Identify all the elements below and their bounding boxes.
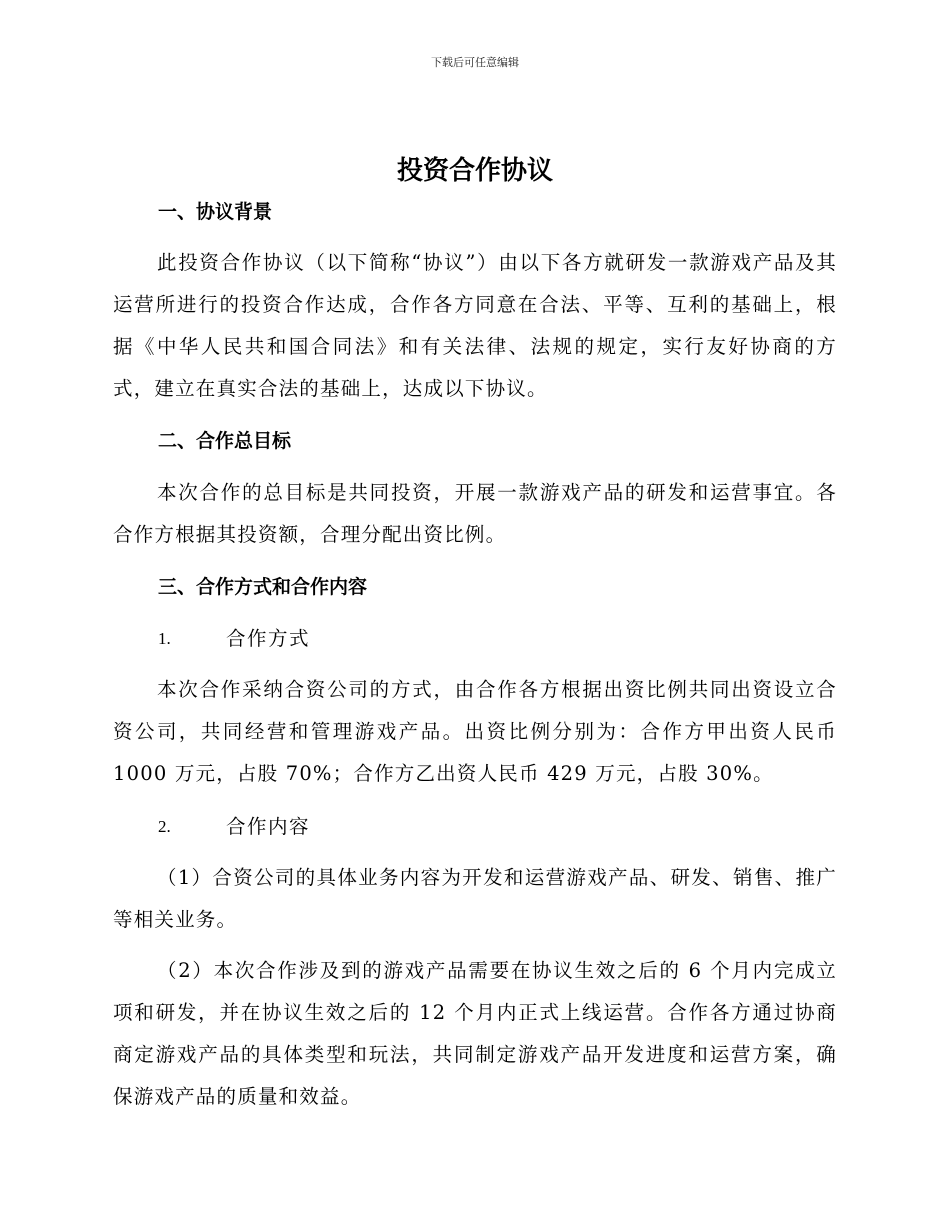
item-label-cooperation-content: 合作内容 [226,815,311,838]
document-title: 投资合作协议 [396,156,553,186]
paragraph-cooperation-method: 本次合作采纳合资公司的方式，由合作各方根据出资比例共同出资设立合资公司，共同经营和管理游戏产品。出资比例分别为：合作方甲出资人民币 1000 万元，占股 70%；合作方乙出资人民币 429 万元，占股 30%。 [113,678,837,785]
paragraph-goal: 本次合作的总目标是共同投资，开展一款游戏产品的研发和运营事宜。各合作方根据其投资额，合理分配出资比例。 [113,481,837,546]
section-heading-cooperation: 三、合作方式和合作内容 [158,576,368,598]
paragraph-background: 此投资合作协议（以下简称“协议”）由以下各方就研发一款游戏产品及其运营所进行的投资合作达成，合作各方同意在合法、平等、互利的基础上，根据《中华人民共和国合同法》和有关法律、法规的规定，实行友好协商的方式，建立在真实合法的基础上，达成以下协议。 [113,251,837,400]
section-heading-goal: 二、合作总目标 [158,430,292,452]
item-number-1: 1. [158,629,171,648]
paragraph-content-point-2: （2）本次合作涉及到的游戏产品需要在协议生效之后的 6 个月内完成立项和研发，并在协议生效之后的 12 个月内正式上线运营。合作各方通过协商商定游戏产品的具体类型和玩法，共同制定游戏产品开发进度和运营方案，确保游戏产品的质量和效益。 [113,959,837,1108]
header-note: 下载后可任意编辑 [431,56,519,69]
section-heading-background: 一、协议背景 [158,201,273,223]
item-number-2: 2. [158,817,171,836]
item-label-cooperation-method: 合作方式 [226,627,311,650]
paragraph-content-point-1: （1）合资公司的具体业务内容为开发和运营游戏产品、研发、销售、推广等相关业务。 [113,866,837,931]
